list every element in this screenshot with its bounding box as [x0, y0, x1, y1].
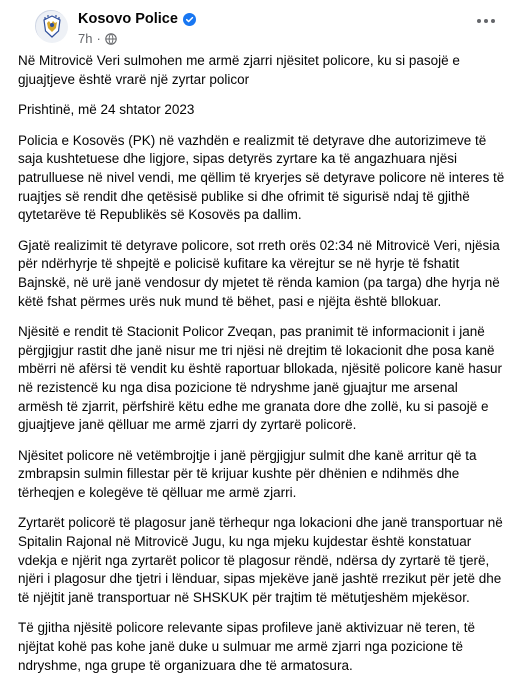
post-header: [18, 0, 505, 52]
post-headline: Në Mitrovicë Veri sulmohen me armë zjarri njësitet policore, ku si pasojë e gjuajtjeve është vrarë një zyrtar policor: [18, 53, 460, 87]
page-avatar[interactable]: [35, 10, 67, 42]
more-options-button[interactable]: [471, 9, 501, 33]
meta-separator: ·: [96, 31, 101, 46]
post-paragraph: Të gjitha njësitë policore relevante sipas profileve janë aktivizuar në teren, të njëjtat kohë pas kohe janë duke u sulmuar me armë zjarri nga pozicione të ndryshme, nga grupe të organizuara dhe të armatosura.: [18, 620, 476, 673]
post-body: [18, 52, 505, 675]
post-paragraph: Policia e Kosovës (PK) në vazhdën e realizmit të detyrave dhe autorizimeve të saja kushtetuese dhe ligjore, sipas detyrës zyrtare ka të angazhuara njësi patrulluese në nivel vendi, me qëllim të kryerjes së detyrave policore në interes të ruajtjes së rendit dhe qetësisë publike si dhe ofrimit të sigurisë ndaj të gjithë qytetarëve të Republikës së Kosovës pa dallim.: [18, 132, 505, 223]
post-paragraph: Njësitet policore në vetëmbrojtje i janë përgjigjur sulmit dhe kanë arritur që ta zmbrapsin sulmin fillestar për të krijuar kushte për dhënien e ndihmës dhe tërheqjen e kolegëve të qëlluar me armë zjarri.: [18, 447, 477, 500]
post-dateline: Prishtinë, më 24 shtator 2023: [18, 102, 195, 118]
author-name[interactable]: Kosovo Police: [78, 11, 178, 27]
post-paragraph: Zyrtarët policorë të plagosur janë tërhequr nga lokacioni dhe janë transportuar në Spitalin Rajonal në Mitrovicë Jugu, ku nga mjeku kujdestar është konstatuar vdekja e njërit nga zyrtarët policor të plagosur rëndë, ndërsa dy zyrtarë të tjerë, njëri i plagosur dhe tjetri i lënduar, sipas mjekëve janë jashtë rrezikut për jetë dhe të njëjtit janë transportuar në SHSKUK për trajtim të mëtutjeshëm mjekësor.: [18, 515, 503, 605]
post-paragraph: Gjatë realizimit të detyrave policore, sot rreth orës 02:34 në Mitrovicë Veri, njësia për ndërhyrje të shpejtë e policisë kufitare ka vërejtur se në hyrje të fshatit Bajnskë, në urë janë vendosur dy mjetet të rënda kamion (pa targa) dhe hyrja në këtë fshat përmes urës nuk mund të bëhet, pasi e njëjta është bllokuar.: [18, 237, 500, 309]
ellipsis-icon: [476, 18, 496, 24]
police-emblem-icon: [36, 11, 68, 43]
verified-badge-icon: [183, 13, 196, 26]
globe-icon: [105, 33, 117, 45]
post-timestamp[interactable]: 7h: [78, 31, 93, 46]
author-line: [78, 11, 196, 27]
post-meta: [78, 31, 117, 46]
post-paragraph: Njësitë e rendit të Stacionit Policor Zveqan, pas pranimit të informacionit i janë përgjigjur rastit dhe janë nisur me tri njësi në drejtim të lokacionit dhe posa kanë mbërri në afërsi të vendit ku është raportuar bllokada, njësitë policore kanë hasur në rezistencë ku nga disa pozicione të ndryshme janë gjuajtur me arsenal armësh të zjarrit, përfshirë këtu edhe me granata dore dhe zollë, ku si pasojë e gjuajtjeve janë qëlluar me armë zjarri dy zyrtarë policorë.: [18, 324, 503, 433]
